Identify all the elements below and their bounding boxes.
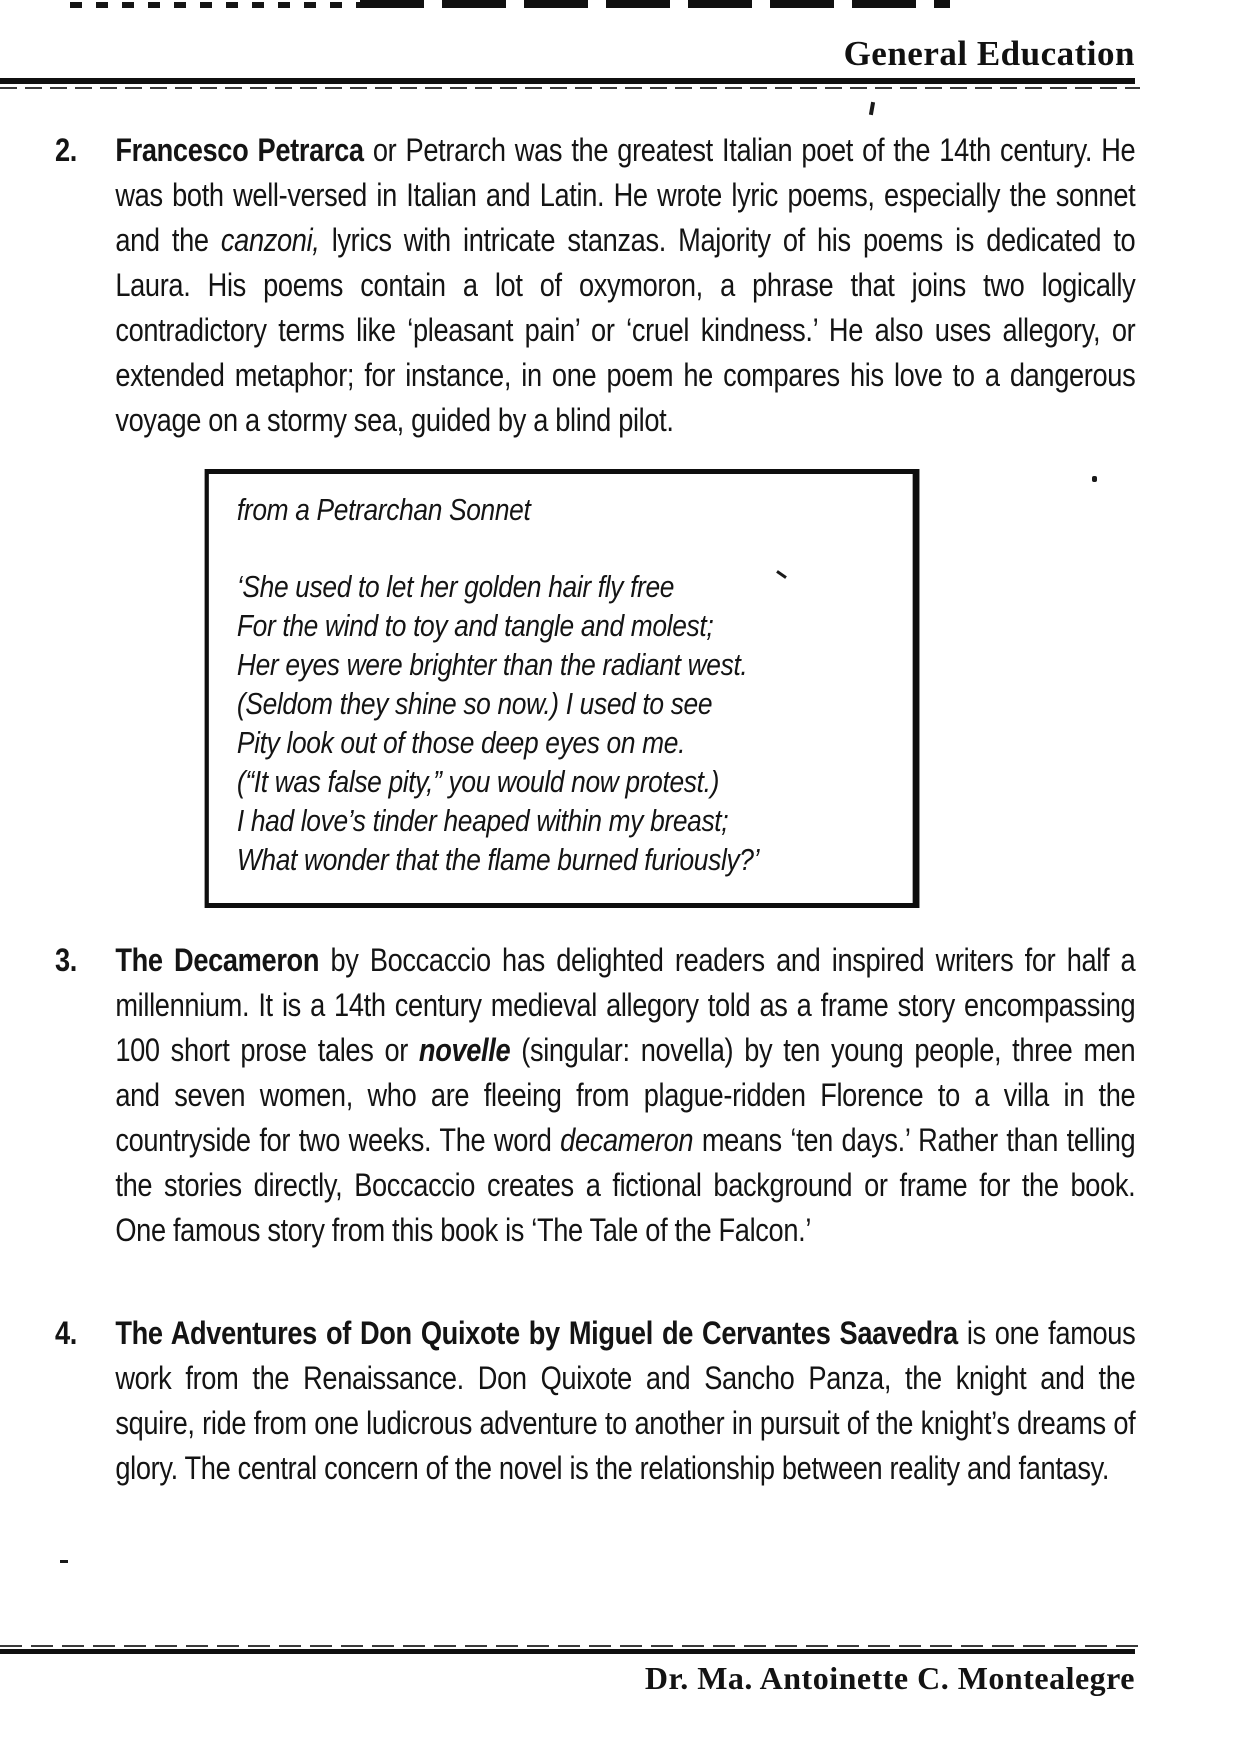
- text-segment: The Decameron: [115, 942, 320, 978]
- text-segment: is one famous work from the Renaissance. Don Quixote and Sancho Panza, the knight and the squire, ride from one ludicrous adventure to another in pursuit of the knight’s dreams of glory. The central concern of the novel is the relationship between reality and fantasy.: [115, 1315, 1136, 1486]
- sonnet-box: [205, 469, 920, 908]
- page-header: [0, 34, 1135, 74]
- page-title: General Education: [843, 34, 1135, 73]
- sonnet-lines: [237, 567, 896, 879]
- scan-speck: [869, 102, 875, 115]
- list-item-don-quixote: [55, 1311, 1135, 1491]
- sonnet-line: I had love’s tinder heaped within my breast;: [236, 803, 729, 838]
- text-segment: by Boccaccio has delighted readers and inspired writers for half a millennium. It is a 14th century medieval allegory told as a frame story encompassing 100 short prose tales or: [115, 942, 1136, 1068]
- sonnet-line: (“It was false pity,” you would now protest.): [236, 764, 720, 799]
- torn-edge-artifact: [70, 2, 360, 8]
- item-number: 3.: [55, 942, 78, 978]
- item-number: 2.: [55, 132, 78, 168]
- sonnet-line: (Seldom they shine so now.) I used to see: [236, 686, 713, 721]
- page-body: [55, 128, 1135, 1491]
- text-segment: Francesco Petrarca: [115, 132, 364, 168]
- scan-speck: [60, 1560, 68, 1563]
- item-paragraph: [115, 128, 1135, 443]
- sonnet-line: Her eyes were brighter than the radiant west.: [236, 647, 748, 682]
- torn-edge-artifact: [360, 0, 950, 8]
- text-segment: means ‘ten days.’ Rather than telling the stories directly, Boccaccio creates a fictional background or frame for the book. One famous story from this book is ‘The Tale of the Falcon.’: [115, 1122, 1136, 1248]
- text-segment: novelle: [418, 1032, 511, 1068]
- footer-rule: [0, 1649, 1135, 1654]
- text-segment: (singular: novella) by ten young people, three men and seven women, who are fleeing from plague-ridden Florence to a villa in the countryside for two weeks. The word: [115, 1032, 1136, 1158]
- item-number: 4.: [55, 1315, 78, 1351]
- item-paragraph: [115, 1311, 1135, 1491]
- list-item-decameron: [55, 938, 1135, 1253]
- sonnet-line: ‘She used to let her golden hair fly free: [236, 569, 675, 604]
- sonnet-line: What wonder that the flame burned furiously?’: [236, 842, 760, 877]
- author-credit: Dr. Ma. Antoinette C. Montealegre: [644, 1660, 1135, 1696]
- header-rule: [0, 78, 1135, 84]
- sonnet-line: Pity look out of those deep eyes on me.: [236, 725, 686, 760]
- text-segment: canzoni,: [220, 222, 320, 258]
- text-segment: or Petrarch was the greatest Italian poet of the 14th century. He was both well-versed in Italian and Latin. He wrote lyric poems, especially the sonnet and the: [115, 132, 1136, 258]
- text-segment: The Adventures of Don Quixote by Miguel de Cervantes Saavedra: [115, 1315, 958, 1351]
- item-paragraph: [115, 938, 1135, 1253]
- list-item-petrarca: [55, 128, 1135, 443]
- sonnet-title: from a Petrarchan Sonnet: [236, 492, 531, 527]
- text-segment: decameron: [560, 1122, 694, 1158]
- text-segment: lyrics with intricate stanzas. Majority of his poems is dedicated to Laura. His poems contain a lot of oxymoron, a phrase that joins two logically contradictory terms like ‘pleasant pain’ or ‘cruel kindness.’ He also uses allegory, or extended metaphor; for instance, in one poem he compares his love to a dangerous voyage on a stormy sea, guided by a blind pilot.: [115, 222, 1136, 438]
- page-footer: [0, 1660, 1135, 1697]
- header-rule-speckle: [0, 87, 1140, 89]
- sonnet-line: For the wind to toy and tangle and molest;: [236, 608, 714, 643]
- footer-rule-speckle: [0, 1645, 1138, 1647]
